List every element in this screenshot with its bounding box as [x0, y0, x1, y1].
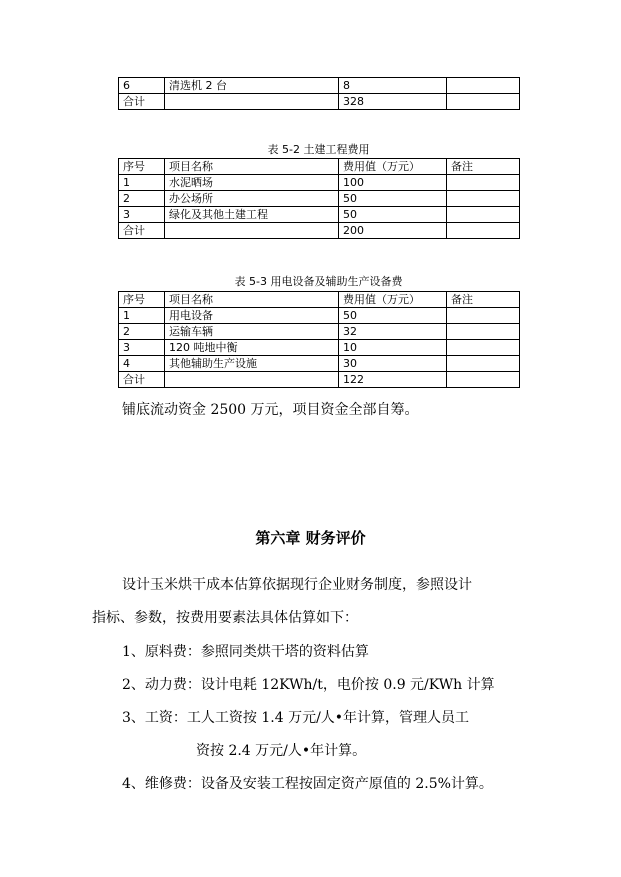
table-caption: 表 5-2 土建工程费用 [267, 143, 370, 156]
table-cell [447, 356, 520, 372]
table-cell [447, 324, 520, 340]
table-cell: 6 [119, 78, 165, 94]
table-cell: 合计 [119, 223, 165, 239]
table-cell [447, 223, 520, 239]
table-cell [447, 175, 520, 191]
column-header: 项目名称 [165, 292, 339, 308]
table-cell: 合计 [119, 94, 165, 110]
table-cell [447, 340, 520, 356]
table-cell: 50 [339, 207, 447, 223]
table-cell: 办公场所 [165, 191, 339, 207]
column-header: 备注 [447, 292, 520, 308]
table-cell [165, 94, 339, 110]
list-item-raw-materials: 1、原料费：参照同类烘干塔的资料估算 [122, 644, 369, 660]
table-cell [447, 191, 520, 207]
table-row [119, 78, 520, 94]
table-cell [165, 223, 339, 239]
table-row [119, 94, 520, 110]
table-cell: 清选机 2 台 [165, 78, 339, 94]
table-cell: 1 [119, 175, 165, 191]
table-cell: 4 [119, 356, 165, 372]
table-cell: 2 [119, 191, 165, 207]
table-cell: 10 [339, 340, 447, 356]
list-item-wages-line-1: 3、工资：工人工资按 1.4 万元/人•年计算，管理人员工 [122, 710, 470, 726]
table-row [119, 356, 520, 372]
table-row [119, 191, 520, 207]
table-cell: 用电设备 [165, 308, 339, 324]
table-cell: 运输车辆 [165, 324, 339, 340]
column-header: 备注 [447, 159, 520, 175]
table-cell: 绿化及其他土建工程 [165, 207, 339, 223]
table-cell [447, 372, 520, 388]
table-row [119, 372, 520, 388]
table-cell: 3 [119, 207, 165, 223]
table-cell: 1 [119, 308, 165, 324]
table-cell [447, 308, 520, 324]
list-item-wages-line-2: 资按 2.4 万元/人•年计算。 [196, 743, 367, 759]
column-header: 序号 [119, 159, 165, 175]
table-cell: 30 [339, 356, 447, 372]
table-cell: 200 [339, 223, 447, 239]
table-row [119, 308, 520, 324]
table-cell: 合计 [119, 372, 165, 388]
table-cell: 8 [339, 78, 447, 94]
table-cell [165, 372, 339, 388]
table-cell: 水泥晒场 [165, 175, 339, 191]
table-caption: 表 5-3 用电设备及辅助生产设备费 [234, 275, 403, 288]
column-header: 费用值（万元） [339, 292, 447, 308]
table-header-row [119, 292, 520, 308]
intro-paragraph-line-1: 设计玉米烘干成本估算依据现行企业财务制度，参照设计 [122, 577, 472, 593]
table-cell [447, 78, 520, 94]
column-header: 序号 [119, 292, 165, 308]
table-cell: 50 [339, 191, 447, 207]
table-cell: 3 [119, 340, 165, 356]
table-cell: 100 [339, 175, 447, 191]
column-header: 费用值（万元） [339, 159, 447, 175]
table-row [119, 175, 520, 191]
table-header-row [119, 159, 520, 175]
table-row [119, 207, 520, 223]
table-cell: 122 [339, 372, 447, 388]
intro-paragraph-line-2: 指标、参数，按费用要素法具体估算如下： [92, 610, 358, 626]
electrical-equipment-cost-table [118, 291, 520, 388]
list-item-maintenance: 4、维修费：设备及安装工程按固定资产原值的 2.5%计算。 [122, 776, 493, 792]
table-row [119, 223, 520, 239]
table-cell: 50 [339, 308, 447, 324]
table-cell [447, 207, 520, 223]
table-cell: 2 [119, 324, 165, 340]
column-header: 项目名称 [165, 159, 339, 175]
list-item-power: 2、动力费：设计电耗 12KWh/t，电价按 0.9 元/KWh 计算 [122, 677, 495, 693]
equipment-table-continuation [118, 77, 520, 110]
working-capital-paragraph: 铺底流动资金 2500 万元，项目资金全部自筹。 [122, 402, 419, 418]
table-cell [447, 94, 520, 110]
chapter-title: 第六章 财务评价 [255, 529, 366, 547]
table-cell: 32 [339, 324, 447, 340]
table-row [119, 324, 520, 340]
table-row [119, 340, 520, 356]
table-cell: 其他辅助生产设施 [165, 356, 339, 372]
table-cell: 120 吨地中衡 [165, 340, 339, 356]
civil-works-cost-table [118, 158, 520, 239]
table-cell: 328 [339, 94, 447, 110]
